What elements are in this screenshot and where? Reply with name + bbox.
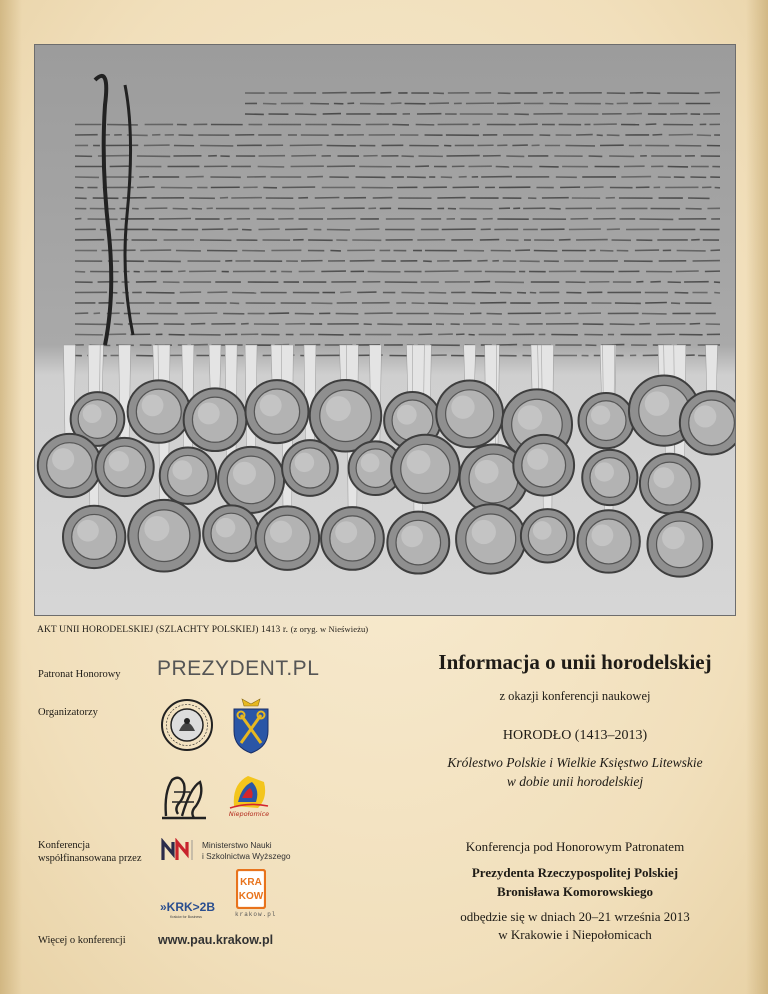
pau-seal-logo [160, 698, 214, 757]
caption-source: (z oryg. w Nieświeżu) [290, 624, 369, 634]
website-link[interactable]: www.pau.krakow.pl [158, 933, 274, 947]
krk2b-text: »KRK>2B [160, 900, 216, 914]
krakow-logo-line2: KOW [238, 891, 264, 902]
coat-of-arms-icon [232, 697, 270, 760]
niepolomice-castle-logo [160, 772, 208, 827]
date-line2: w Krakowie i Niepołomicach [498, 927, 652, 942]
krk2b-subtext: Kraków for Business [170, 915, 202, 919]
organizatorzy-label: Organizatorzy [38, 707, 98, 718]
caption-main: AKT UNII HORODELSKIEJ (SZLACHTY POLSKIEJ) 1413 r. [37, 625, 289, 635]
ministry-line1: Ministerstwo Nauki [202, 840, 272, 850]
krakow-logo [236, 869, 266, 914]
cofinance-line2: współfinansowana przez [38, 853, 142, 864]
subtitle: z okazji konferencji naukowej [499, 689, 651, 703]
krakow-subtext: krakow.pl [235, 911, 277, 918]
krakow-logo-line1: KRA [240, 877, 262, 888]
conference-theme [410, 753, 740, 791]
conference-theme-line1: Królestwo Polskie i Wielkie Księstwo Litewskie [447, 755, 703, 770]
event-dates [410, 908, 740, 944]
ministry-logo-icon [161, 838, 195, 867]
patron-name [410, 863, 740, 901]
niepolomice-text: Niepołomice [228, 810, 270, 818]
niepolomice-logo [226, 772, 272, 823]
more-info-label: Więcej o konferencji [38, 935, 126, 946]
cofinance-line1: Konferencja [38, 840, 90, 851]
cofinance-label [38, 839, 142, 865]
conference-theme-line2: w dobie unii horodelskiej [506, 774, 644, 789]
patronage-intro: Konferencja pod Honorowym Patronatem [465, 839, 685, 854]
ministry-text [202, 840, 290, 862]
conference-name: HORODŁO (1413–2013) [502, 728, 648, 743]
ministry-line2: i Szkolnictwa Wyższego [202, 851, 291, 861]
seals-illustration [35, 45, 735, 615]
patron-line2: Bronisława Komorowskiego [497, 884, 653, 899]
photo-caption [37, 624, 368, 635]
prezydent-logo: PREZYDENT.PL [157, 657, 320, 680]
document-photograph [35, 45, 735, 615]
page-title: Informacja o unii horodelskiej [438, 650, 712, 674]
date-line1: odbędzie się w dniach 20–21 września 2013 [460, 909, 690, 924]
patronat-label: Patronat Honorowy [38, 669, 121, 680]
patron-line1: Prezydenta Rzeczypospolitej Polskiej [471, 865, 679, 880]
